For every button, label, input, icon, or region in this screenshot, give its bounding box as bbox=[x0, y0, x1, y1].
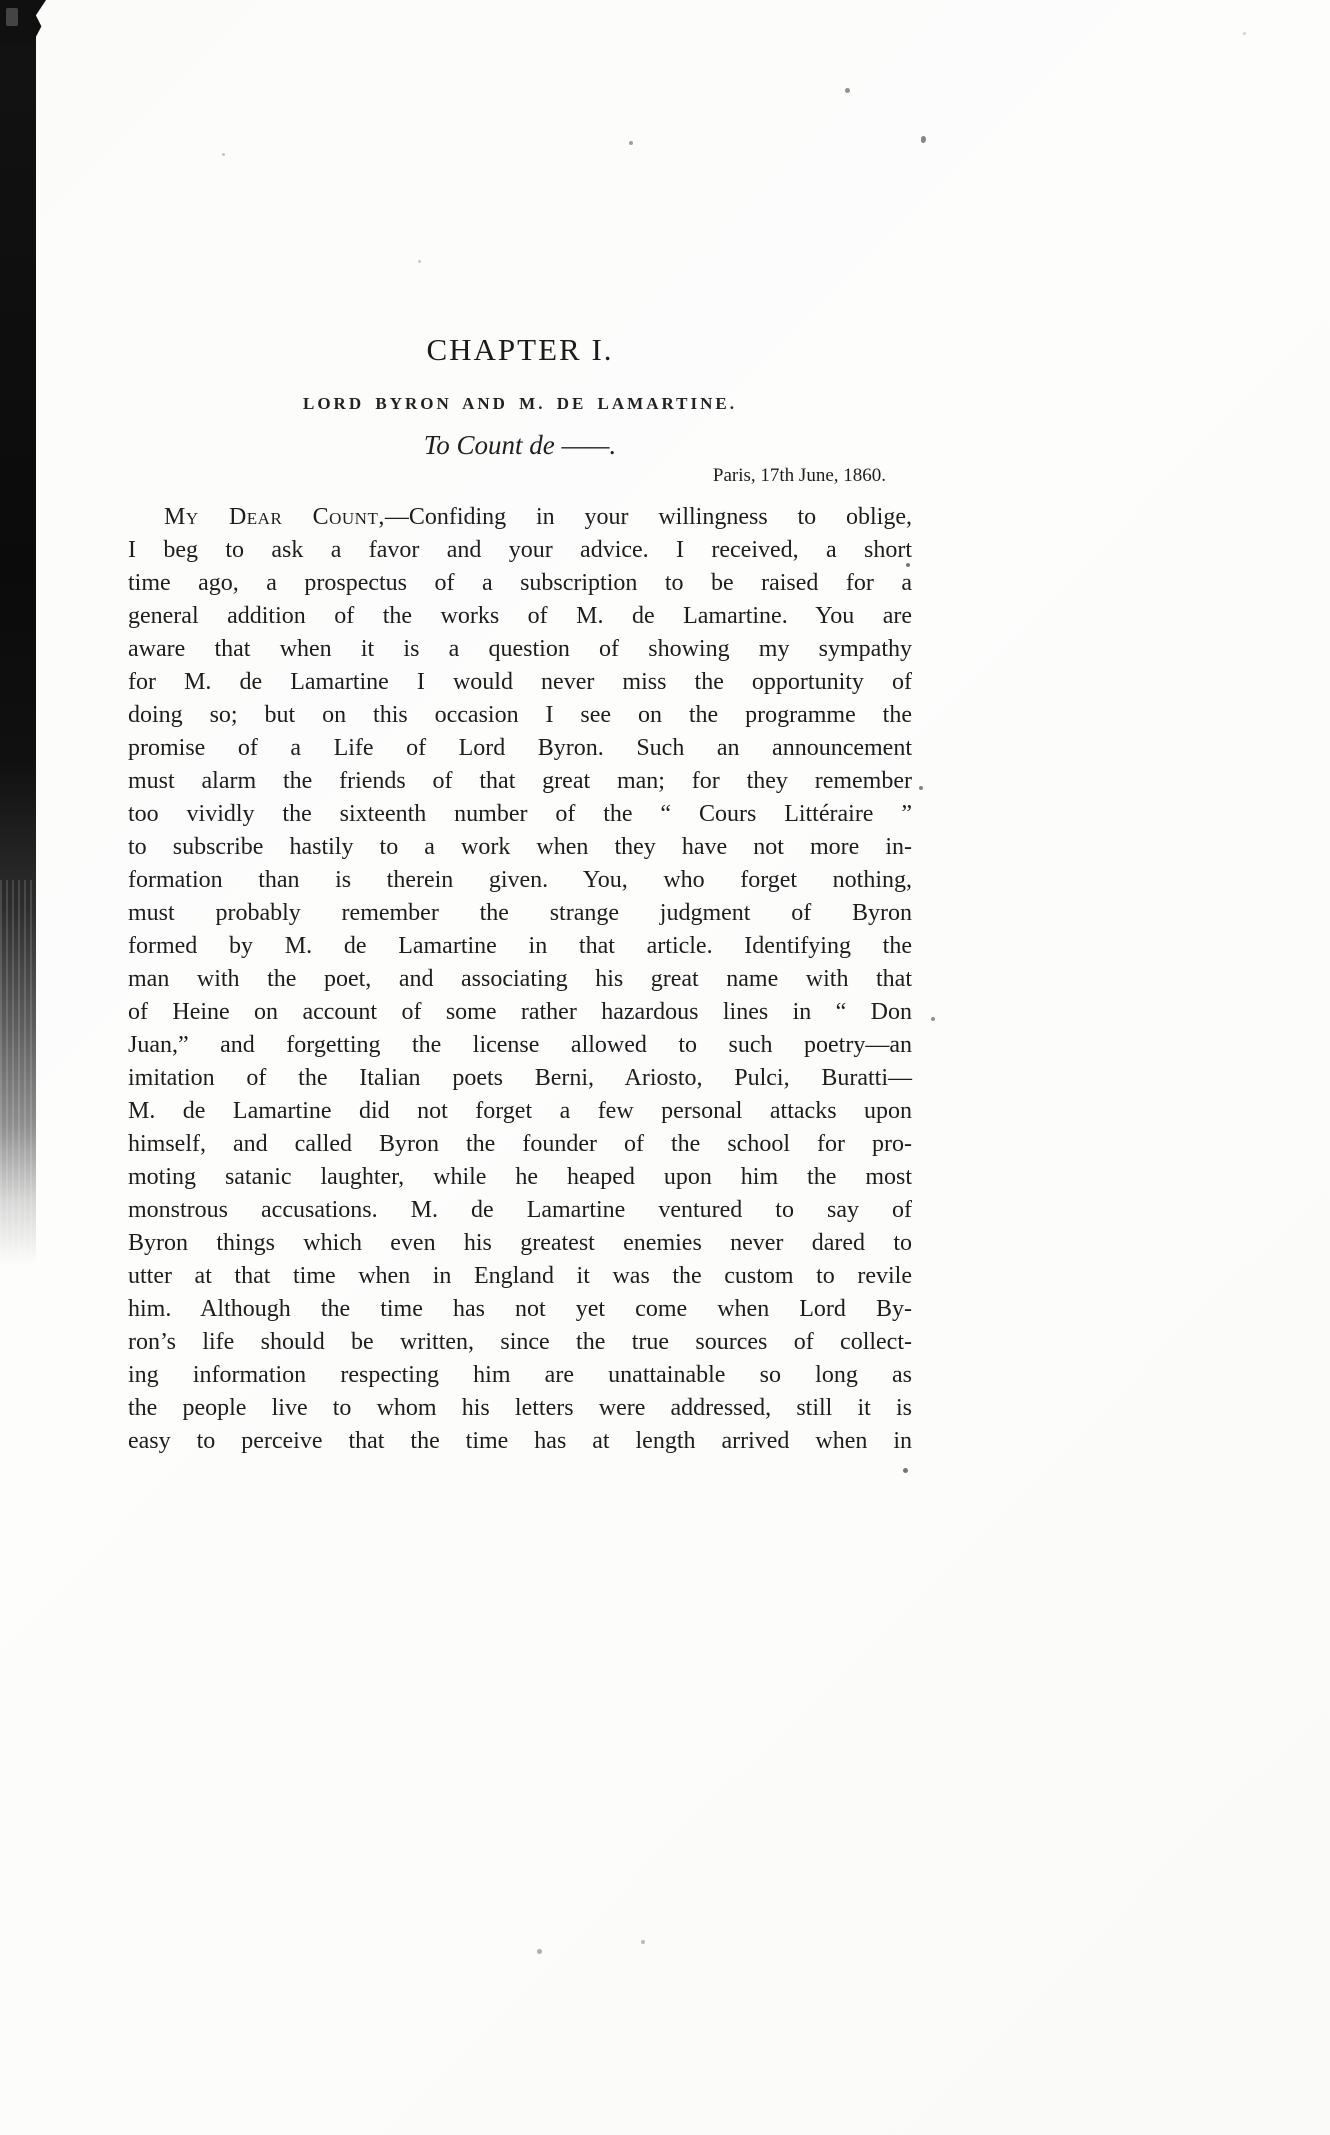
body-line: man with the poet, and associating his great name with that bbox=[128, 966, 912, 992]
body-line: must probably remember the strange judgment of Byron bbox=[128, 900, 912, 926]
scan-speck bbox=[931, 1017, 935, 1021]
binding-top-notch bbox=[6, 8, 18, 26]
opening-smallcaps: My Dear Count, bbox=[164, 504, 385, 530]
scan-speck bbox=[537, 1949, 542, 1954]
page-content bbox=[128, 332, 912, 1458]
body-line: formation than is therein given. You, who forget nothing, bbox=[128, 867, 912, 893]
body-line: himself, and called Byron the founder of the school for pro- bbox=[128, 1131, 912, 1157]
section-heading: LORD BYRON AND M. DE LAMARTINE. bbox=[303, 394, 737, 413]
body-line: monstrous accusations. M. de Lamartine ventured to say of bbox=[128, 1197, 912, 1223]
body-line: for M. de Lamartine I would never miss the opportunity of bbox=[128, 669, 912, 695]
opening-rest: —Confiding in your willingness to oblige, bbox=[384, 504, 912, 530]
body-line: the people live to whom his letters were addressed, still it is bbox=[128, 1395, 912, 1421]
body-line: too vividly the sixteenth number of the “ Cours Littéraire ” bbox=[128, 801, 912, 827]
scan-speck bbox=[418, 260, 421, 263]
body-lines bbox=[128, 534, 912, 1458]
letter-body bbox=[128, 501, 912, 1458]
scan-speck bbox=[641, 1940, 645, 1944]
body-line: formed by M. de Lamartine in that article. Identifying the bbox=[128, 933, 912, 959]
scan-speck bbox=[919, 786, 923, 790]
body-line: easy to perceive that the time has at length arrived when in bbox=[128, 1428, 912, 1454]
scan-speck bbox=[921, 136, 926, 143]
body-line: must alarm the friends of that great man; for they remember bbox=[128, 768, 912, 794]
scan-speck bbox=[1243, 32, 1246, 35]
body-line: imitation of the Italian poets Berni, Ariosto, Pulci, Buratti— bbox=[128, 1065, 912, 1091]
body-line: him. Although the time has not yet come when Lord By- bbox=[128, 1296, 912, 1322]
body-line: aware that when it is a question of showing my sympathy bbox=[128, 636, 912, 662]
binding-texture bbox=[0, 880, 36, 1260]
body-line: to subscribe hastily to a work when they have not more in- bbox=[128, 834, 912, 860]
dateline: Paris, 17th June, 1860. bbox=[712, 465, 886, 486]
body-line: utter at that time when in England it was the custom to revile bbox=[128, 1263, 912, 1289]
body-line: I beg to ask a favor and your advice. I received, a short bbox=[128, 537, 912, 563]
body-line: moting satanic laughter, while he heaped upon him the most bbox=[128, 1164, 912, 1190]
body-line: ing information respecting him are unattainable so long as bbox=[128, 1362, 912, 1388]
chapter-title: CHAPTER I. bbox=[426, 332, 614, 367]
body-line: Juan,” and forgetting the license allowed to such poetry—an bbox=[128, 1032, 912, 1058]
body-line: Byron things which even his greatest enemies never dared to bbox=[128, 1230, 912, 1256]
body-line: of Heine on account of some rather hazardous lines in “ Don bbox=[128, 999, 912, 1025]
body-line: time ago, a prospectus of a subscription to be raised for a bbox=[128, 570, 912, 596]
scan-speck bbox=[629, 141, 633, 145]
scan-speck bbox=[903, 1468, 908, 1473]
scan-speck bbox=[222, 153, 225, 156]
body-line: doing so; but on this occasion I see on the programme the bbox=[128, 702, 912, 728]
salutation: To Count de ——. bbox=[423, 430, 617, 460]
body-line-first bbox=[128, 501, 912, 534]
scan-speck bbox=[845, 88, 850, 93]
body-line: M. de Lamartine did not forget a few personal attacks upon bbox=[128, 1098, 912, 1124]
body-line: promise of a Life of Lord Byron. Such an announcement bbox=[128, 735, 912, 761]
body-line: general addition of the works of M. de Lamartine. You are bbox=[128, 603, 912, 629]
body-line: ron’s life should be written, since the true sources of collect- bbox=[128, 1329, 912, 1355]
